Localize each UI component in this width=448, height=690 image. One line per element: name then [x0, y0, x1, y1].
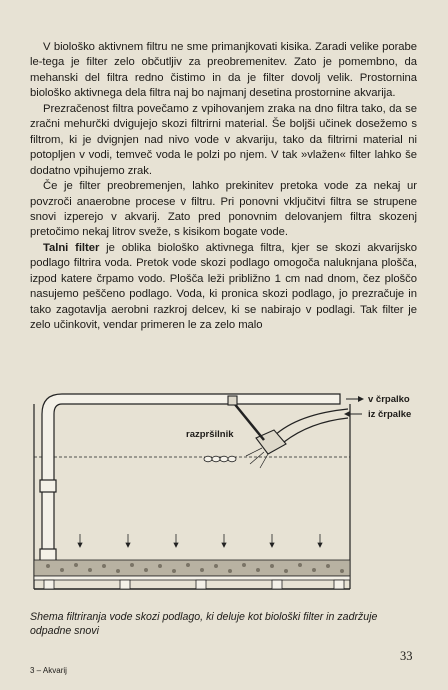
paragraph-4-run-in-heading: Talni filter	[43, 241, 100, 254]
label-to-pump: v črpalko	[368, 394, 410, 405]
chapter-mark: 3 – Akvarij	[30, 666, 67, 675]
plate-supports	[44, 580, 344, 589]
paragraph-1-text: V biološko aktivnem filtru ne sme primanjkovati kisika. Zaradi velike porabe le-tega je filter zelo občutljiv za preobremenitev. Zato je pomembno, da mehanski del filtra redno čistimo in da je filter dovolj velik. Prostornina biološko aktivnega dela filtra naj bo najmanj desetina prostornine akvarija.	[30, 41, 417, 100]
page-number: 33	[400, 649, 413, 663]
paragraph-4-text: je oblika biološko aktivnega filtra, kjer se skozi akvarijsko podlago filtrira voda. Pretok vode skozi podlago omogoča naluknjana plošča, izpod katere črpamo vodo. Plošča leži približno 1 cm nad dnom, čez ploščo nasujemo peščeno podlago. Voda, ki pronica skozi podlago, jo prezračuje in tako zagotavlja aerobni razkroj delcev, ki se nabirajo v podlagi. Tak filter je zelo učinkovit, vendar primeren le za zelo malo	[30, 241, 418, 332]
label-sprayer: razpršilnik	[186, 429, 234, 440]
paragraph-3-text: Če je filter preobremenjen, lahko prekinitev pretoka vode za nekaj ur povzroči anaerobne procese v filtru. Pri ponovni vključitvi filtra se strupene snovi izperejo v akvarij. Zato pred ponovnim delovanjem filtra skozenj pretočimo nekaj litrov sveže, s kisikom bogate vode.	[30, 180, 417, 239]
downflow-arrows	[78, 534, 322, 547]
perforated-plate	[34, 576, 350, 580]
paragraph-2	[30, 102, 417, 179]
figure-caption: Shema filtriranja vode skozi podlago, ki deluje kot biološki filter in zadržuje odpadne snovi	[30, 611, 378, 637]
paragraph-2-text: Prezračenost filtra povečamo z vpihovanjem zraka na dno filtra tako, da se zračni mehurčki dvigujejo skozi filtrirni material. Še boljši učinek dosežemo s filtrom, ki je dvignjen nad nivo vode v akvariju, tako da filtrirni material ni potopljen v vodi, temveč voda le polzi po njem. V tak »vlažen« filter lahko še dodatno vpihujemo zrak.	[30, 102, 417, 177]
paragraph-1	[30, 40, 417, 102]
diagram-drawing	[28, 384, 422, 604]
undergravel-filter-diagram	[28, 384, 422, 604]
body-text	[30, 40, 417, 334]
paragraph-3	[30, 179, 417, 241]
return-hose	[274, 409, 348, 442]
label-from-pump: iz črpalke	[368, 409, 412, 420]
uplift-pipe	[40, 394, 340, 564]
sprayer-nozzle	[228, 396, 286, 454]
paragraph-4	[30, 241, 417, 334]
spray-lines	[246, 448, 268, 468]
gravel-bed	[34, 560, 350, 576]
